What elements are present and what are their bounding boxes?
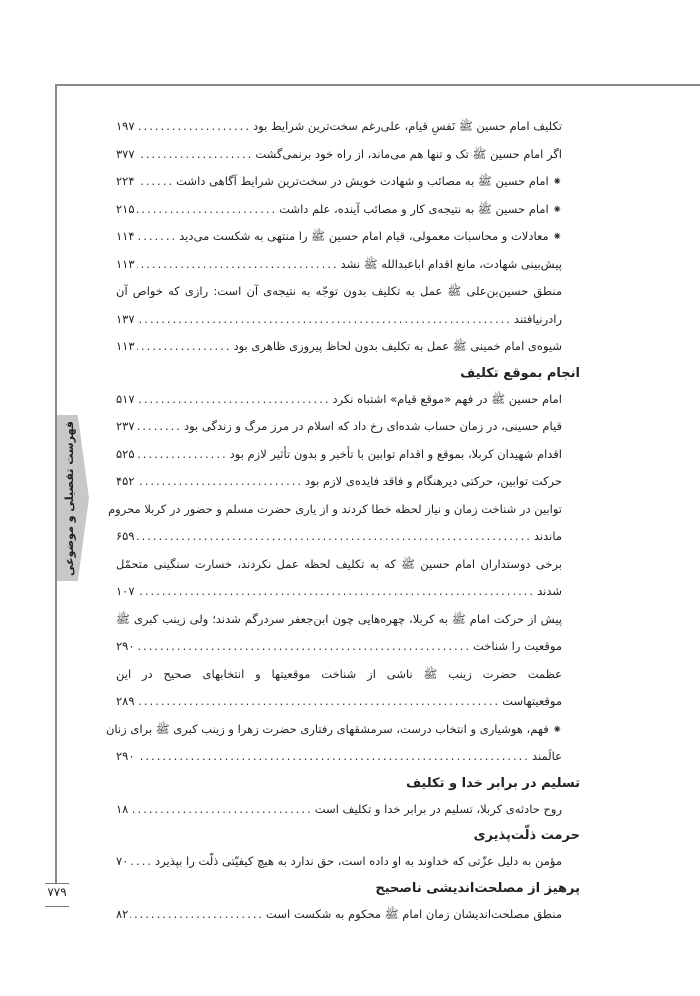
entry-text: حرکت توابین، حرکتی دیرهنگام و فاقد فایده‌ی لازم بود [305,474,562,488]
entry-page-number: ۱۸ [116,801,129,816]
entry-text: مؤمن به دلیل عزّتی که خداوند به او داده است، حق ندارد به هیچ کیفیّتی ذلّت را بپذیرد [155,854,562,868]
entry-page-number: ۲۳۷ [116,419,135,433]
section-heading: پرهیز از مصلحت‌اندیشی ناصحیح [375,880,580,896]
index-entry[interactable] [116,113,562,141]
dot-leader [137,386,331,414]
index-entry-line: منطق حسین‌بن‌علی ﷺ عمل به تکلیف بدون توجّه به نتیجه‌ی آن است: رازی که خواص آن [116,284,562,298]
entry-text: ⁕ امام حسین ﷺ به مصائب و شهادت خویش در سخت‌ترین شرایط آگاهی داشت [176,174,562,188]
index-entry[interactable] [116,333,562,361]
dot-leader [137,441,228,469]
entry-text: اقدام شهیدان کربلا، بموقع و اقدام توابین با تأخیر و بدون تأثیر لازم بود [229,446,562,461]
dot-leader [137,306,512,334]
entry-text: پیش‌بینی شهادت، مانع اقدام اباعبدالله ﷺ نشد [340,256,562,271]
index-entry[interactable] [116,441,562,469]
index-entry-line: عظمت حضرت زینب ﷺ ناشی از شناخت موقعیتها و انتخابهای صحیح در این [116,666,562,681]
dot-leader [137,413,182,441]
entry-page-number: ۷۰ [116,854,129,868]
dot-leader [137,523,532,551]
dot-leader [130,796,312,824]
side-rule [55,84,57,884]
entry-text: اگر امام حسین ﷺ تک و تنها هم می‌ماند، از راه خود برنمی‌گشت [255,146,562,161]
index-entry-line: برخی دوستداران امام حسین ﷺ که به تکلیف لحظه عمل نکردند، خسارت سنگینی متحمّل [116,556,562,571]
entry-text: منطق مصلحت‌اندیشان زمان امام ﷺ محکوم به شکست است [266,906,562,921]
dot-leader [137,196,278,224]
entry-text: ماندند [533,529,562,543]
entry-page-number: ۸۲ [116,906,129,921]
index-entry[interactable] [116,633,562,661]
index-entry[interactable] [116,386,562,414]
index-entry[interactable] [116,413,562,441]
index-entry[interactable] [116,468,562,496]
index-entry[interactable] [116,306,562,334]
entry-text: عالَمند [531,749,562,763]
section-heading: حرمت ذلّت‌پذیری [473,828,580,843]
entry-page-number: ۲۸۹ [116,694,135,708]
dot-leader [137,743,530,771]
dot-leader [137,578,536,606]
dot-leader [130,901,264,929]
entry-page-number: ۲۱۵ [116,201,135,216]
entry-page-number: ۶۵۹ [116,529,135,543]
section-tab-label [58,415,80,581]
entry-page-number: ۱۰۷ [116,584,135,598]
dot-leader [137,688,501,716]
dot-leader [137,113,252,141]
entry-page-number: ۳۷۷ [116,146,135,161]
index-entry[interactable] [116,196,562,224]
index-entry[interactable] [116,796,562,824]
entry-page-number: ۱۳۷ [116,311,135,326]
index-entry[interactable] [116,223,562,251]
dot-leader [137,468,304,496]
index-entry[interactable] [116,168,562,196]
entry-text: امام حسین ﷺ در فهم «موقع قیام» اشتباه نکرد [332,391,562,406]
entry-page-number: ۱۹۷ [116,119,135,133]
index-entry[interactable] [116,578,562,606]
page-number-rule-bottom [45,906,69,907]
dot-leader [137,223,178,251]
index-entry-line: ⁕ فهم، هوشیاری و انتخاب درست، سرمشقهای رفتاری حضرت زهرا و زینب کبری ﷺ برای زنان [105,721,562,736]
index-entry[interactable] [116,901,562,929]
index-entry[interactable] [116,141,562,169]
entry-text: شدند [537,584,562,598]
entry-page-number: ۱۱۳ [116,339,135,353]
index-entry[interactable] [116,848,562,876]
index-entry[interactable] [116,743,562,771]
dot-leader [137,633,471,661]
entry-page-number: ۵۲۵ [116,446,135,461]
dot-leader [130,848,153,876]
entry-text: موقعیتهاست [502,694,562,708]
entry-page-number: ۱۱۴ [116,229,135,243]
dot-leader [137,141,254,169]
entry-text: ⁕ امام حسین ﷺ به نتیجه‌ی کار و مصائب آینده، علم داشت [279,201,562,216]
entry-text: شیوه‌ی امام خمینی ﷺ عمل به تکلیف بدون لحاظ پیروزی ظاهری بود [233,339,562,353]
section-heading: تسلیم در برابر خدا و تکلیف [405,775,580,791]
section-heading: انجام بموقع تکلیف [460,365,580,381]
entry-page-number: ۱۱۳ [116,256,135,271]
dot-leader [137,333,232,361]
entry-page-number: ۲۲۴ [116,174,135,188]
dot-leader [137,168,175,196]
entry-text: قیام حسینی، در زمان حساب شده‌ای رخ داد که اسلام در مرز مرگ و زندگی بود [183,419,562,433]
page-number-rule-top [45,883,69,884]
top-rule [56,84,700,86]
index-entry[interactable] [116,251,562,279]
entry-page-number: ۴۵۲ [116,474,135,488]
entry-text: روح حادثه‌ی کربلا، تسلیم در برابر خدا و تکلیف است [314,801,562,816]
entry-text: ⁕ معادلات و محاسبات معمولی، قیام امام حسین ﷺ را منتهی به شکست می‌دید [179,229,562,243]
index-entry[interactable] [116,523,562,551]
entry-text: تکلیف امام حسین ﷺ نَفسِ قیام، علی‌رغم سخت‌ترین شرایط بود [253,119,562,133]
index-entry-line: توابین در شناخت زمان و نیاز لحظه خطا کردند و از یاری حضرت مسلم و حضور در کربلا محروم [108,501,562,516]
index-entry[interactable] [116,688,562,716]
page-number: ۷۷۹ [47,885,67,899]
section-tab-text: فهرست تفصیلی و موضوعی [62,420,76,576]
entry-text: رادرنیافتند [513,311,562,326]
entry-text: موقعیت را شناخت [473,639,562,653]
entry-page-number: ۲۹۰ [116,749,135,763]
index-entry-line: پیش از حرکت امام ﷺ به کربلا، چهره‌هایی چون ابن‌جعفر سردرگم شدند؛ ولی زینب کبری ﷺ [116,611,562,626]
dot-leader [137,251,339,279]
entry-page-number: ۵۱۷ [116,391,135,406]
entry-page-number: ۲۹۰ [116,639,135,653]
index-content [105,113,580,928]
